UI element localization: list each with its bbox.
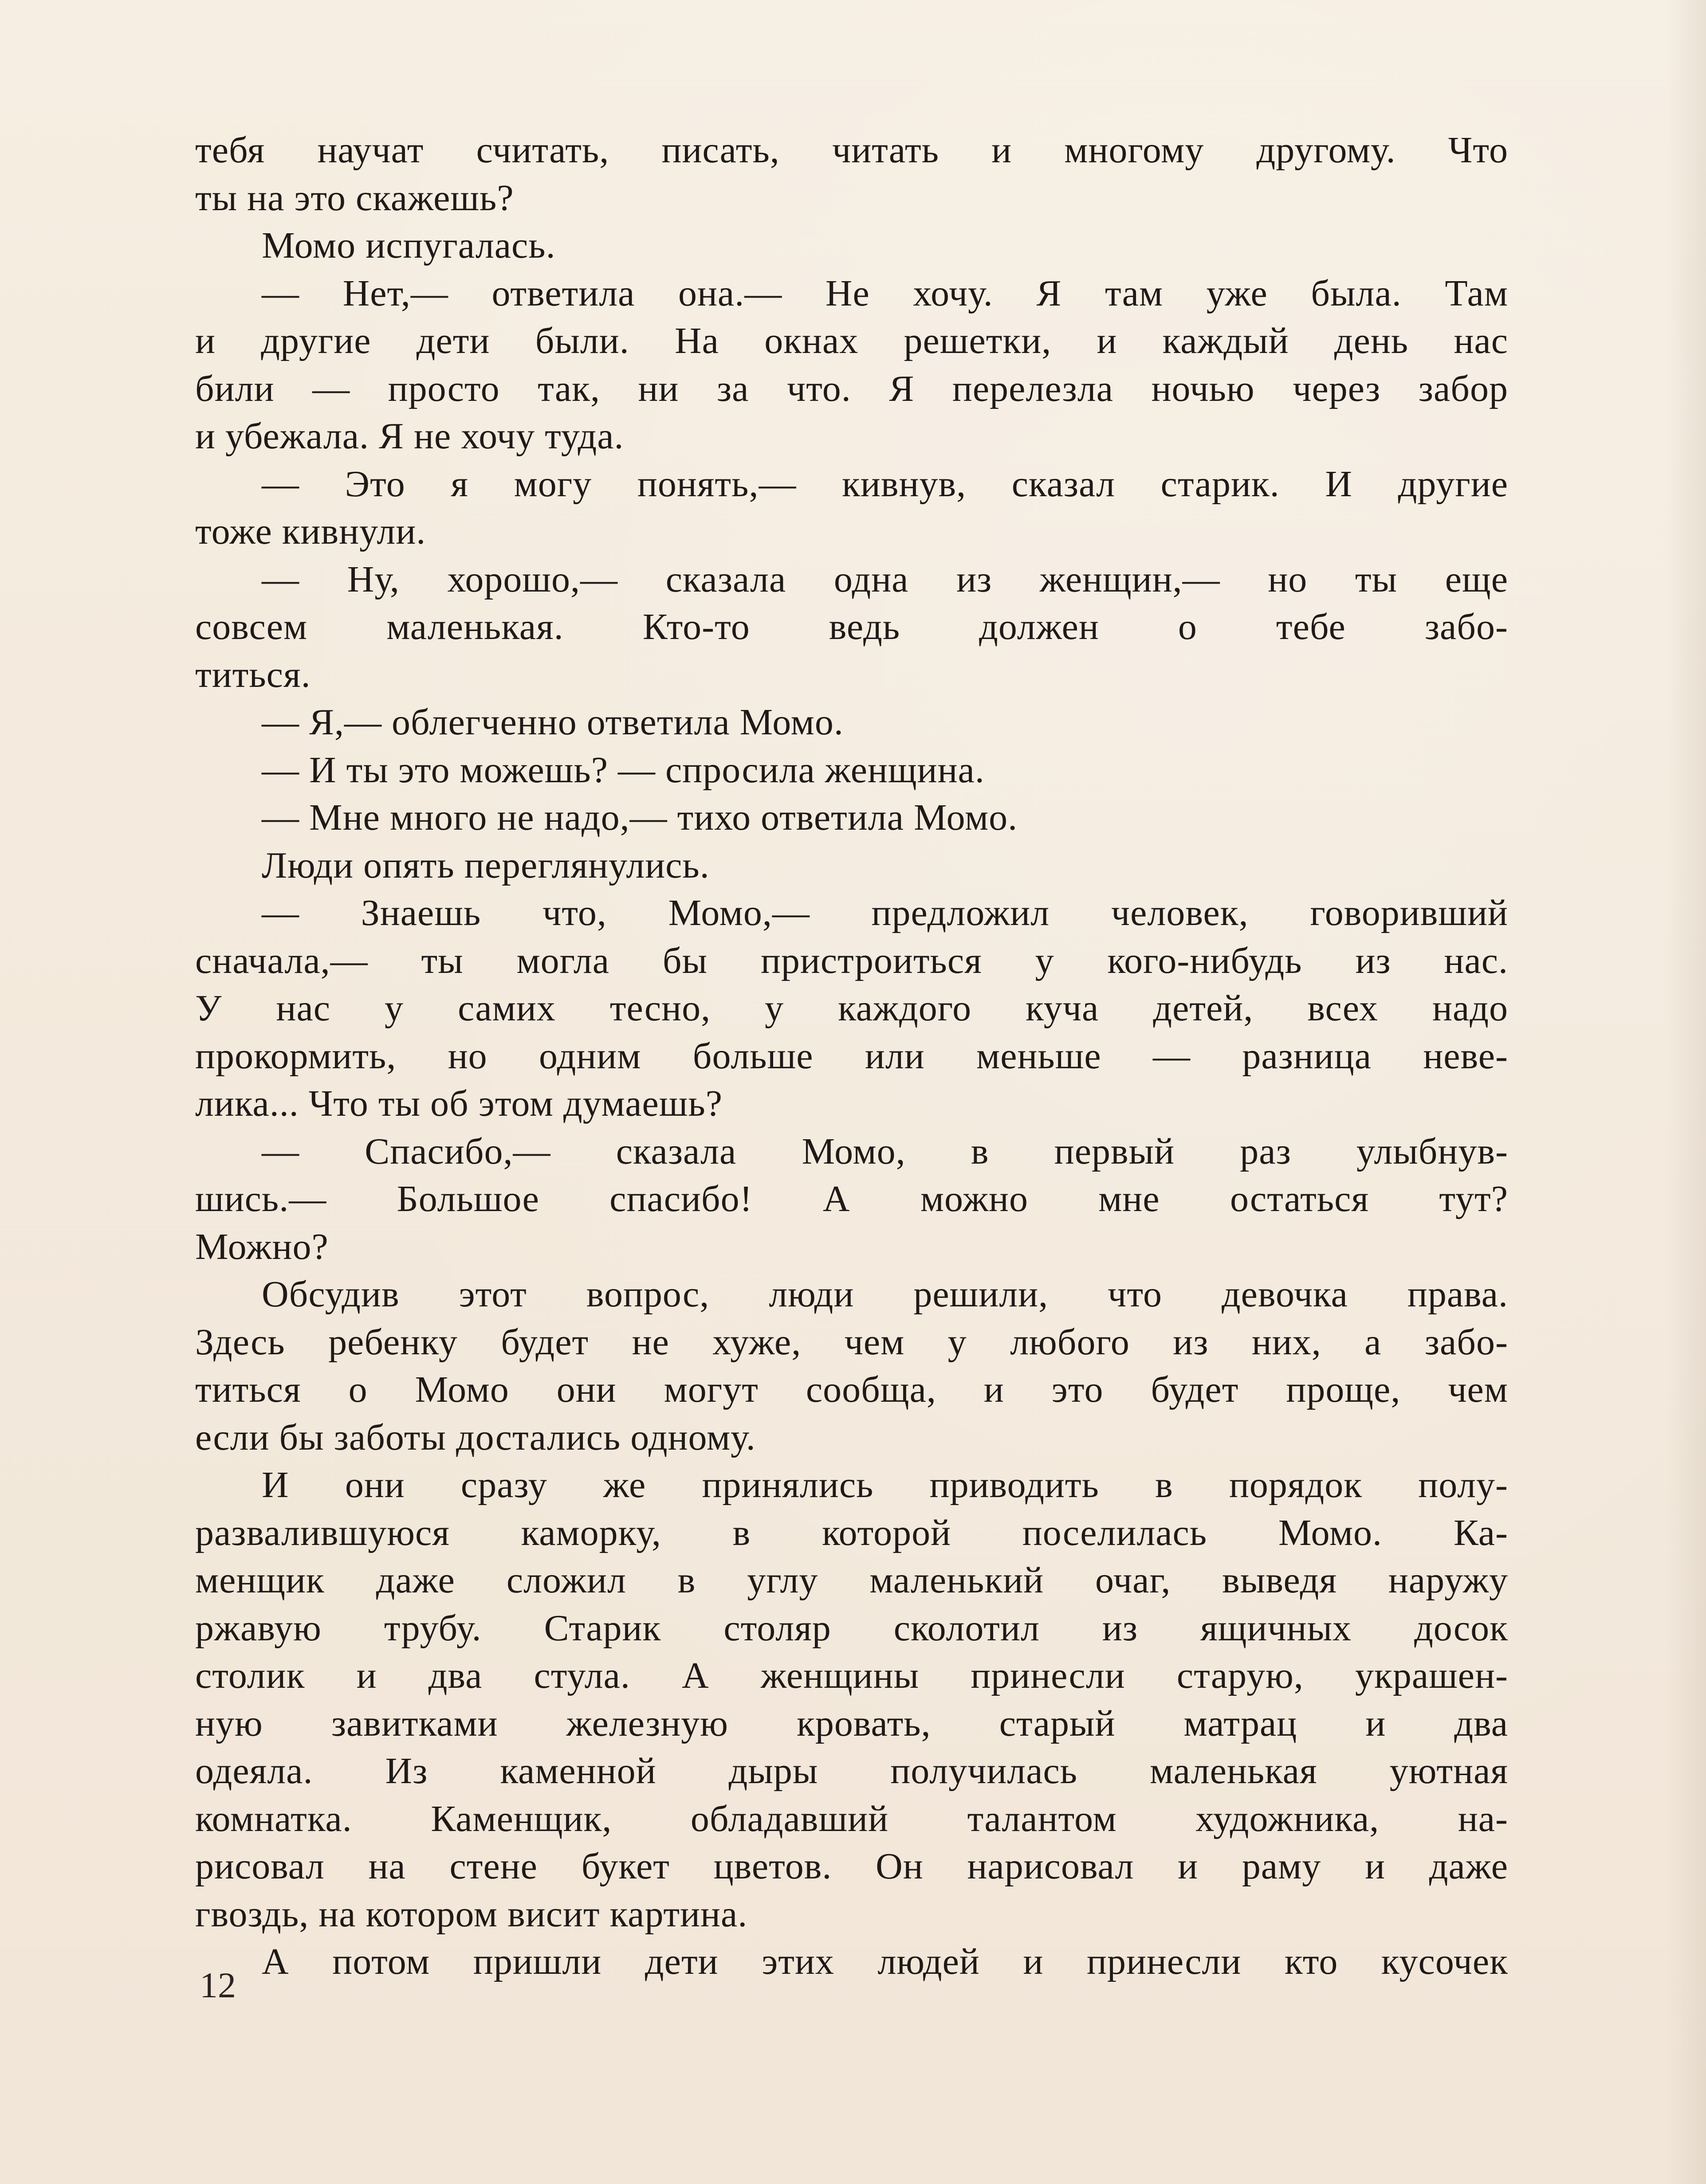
text-line: — Знаешь что, Момо,— предложил человек, говоривший xyxy=(262,892,1508,933)
text-line: ную завитками железную кровать, старый матрац и два xyxy=(195,1702,1508,1744)
text-line: совсем маленькая. Кто-то ведь должен о тебе забо- xyxy=(195,606,1508,647)
text-line: — Это я могу понять,— кивнув, сказал старик. И другие xyxy=(262,463,1508,505)
text-line: и другие дети были. На окнах решетки, и каждый день нас xyxy=(195,320,1508,361)
text-line: ты на это скажешь? xyxy=(195,177,514,219)
text-line: Люди опять переглянулись. xyxy=(262,844,710,886)
page-edge-shadow xyxy=(1666,0,1706,2184)
text-line: — Я,— облегченно ответила Момо. xyxy=(262,702,844,743)
text-line: менщик даже сложил в углу маленький очаг, выведя наружу xyxy=(195,1560,1508,1601)
text-line: рисовал на стене букет цветов. Он нарисовал и раму и даже xyxy=(195,1846,1508,1887)
text-line: Здесь ребенку будет не хуже, чем у любого из них, а забо- xyxy=(195,1321,1508,1363)
text-line: лика... Что ты об этом думаешь? xyxy=(195,1083,723,1124)
text-line: У нас у самих тесно, у каждого куча детей, всех надо xyxy=(195,988,1508,1029)
text-line: — И ты это можешь? — спросила женщина. xyxy=(262,749,985,791)
text-line: тоже кивнули. xyxy=(195,511,426,552)
text-line: ржавую трубу. Старик столяр сколотил из ящичных досок xyxy=(195,1607,1508,1649)
text-line: сначала,— ты могла бы пристроиться у кого-нибудь из нас. xyxy=(195,940,1508,981)
text-line: Обсудив этот вопрос, люди решили, что девочка права. xyxy=(262,1274,1508,1315)
text-line: гвоздь, на котором висит картина. xyxy=(195,1893,748,1935)
text-line: одеяла. Из каменной дыры получилась маленькая уютная xyxy=(195,1750,1508,1792)
text-line: — Ну, хорошо,— сказала одна из женщин,— но ты еще xyxy=(262,558,1508,600)
body-text xyxy=(195,126,1508,1986)
text-line: — Спасибо,— сказала Момо, в первый раз улыбнув- xyxy=(262,1130,1508,1172)
text-line: прокормить, но одним больше или меньше — разница неве- xyxy=(195,1035,1508,1077)
text-line: И они сразу же принялись приводить в порядок полу- xyxy=(262,1464,1508,1506)
text-line: шись.— Большое спасибо! А можно мне остаться тут? xyxy=(195,1178,1508,1219)
text-line: — Нет,— ответила она.— Не хочу. Я там уже была. Там xyxy=(262,272,1508,314)
text-line: били — просто так, ни за что. Я перелезла ночью через забор xyxy=(195,368,1508,409)
text-line: комнатка. Каменщик, обладавший талантом художника, на- xyxy=(195,1798,1508,1839)
text-line: титься о Момо они могут сообща, и это будет проще, чем xyxy=(195,1369,1508,1410)
text-line: столик и два стула. А женщины принесли старую, украшен- xyxy=(195,1655,1508,1696)
text-line: Можно? xyxy=(195,1226,329,1267)
text-line: А потом пришли дети этих людей и принесли кто кусочек xyxy=(262,1941,1508,1982)
text-line: — Мне много не надо,— тихо ответила Момо. xyxy=(262,797,1018,838)
text-line: тебя научат считать, писать, читать и многому другому. Что xyxy=(195,129,1508,171)
text-line: развалившуюся каморку, в которой поселилась Момо. Ка- xyxy=(195,1512,1508,1553)
page-number: 12 xyxy=(200,1965,236,2005)
text-line: если бы заботы достались одному. xyxy=(195,1416,756,1458)
text-line: титься. xyxy=(195,654,311,695)
text-line: и убежала. Я не хочу туда. xyxy=(195,416,624,457)
text-line: Момо испугалась. xyxy=(262,225,556,266)
